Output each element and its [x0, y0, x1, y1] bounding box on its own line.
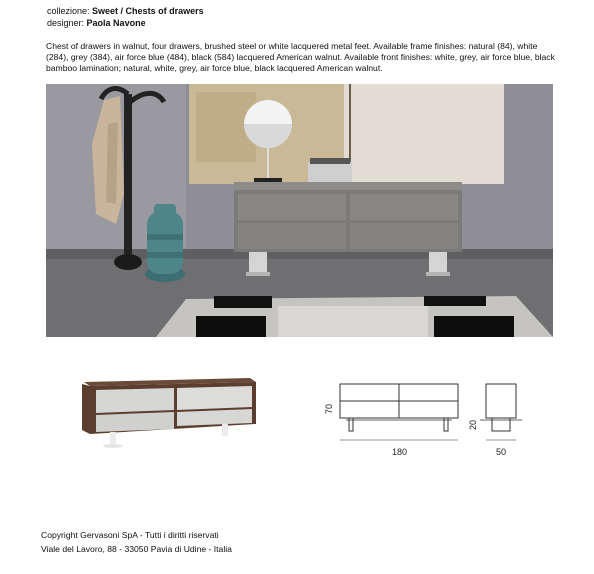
depth-dimension: 50: [496, 447, 507, 457]
product-render: [74, 370, 260, 450]
designer-label: designer:: [47, 18, 85, 28]
width-dimension: 180: [392, 447, 408, 457]
product-photo: [46, 84, 553, 337]
collection-label: collezione:: [47, 6, 90, 16]
collection-value: Sweet / Chests of drawers: [92, 6, 204, 16]
collection-line: [47, 6, 204, 17]
designer-value: Paola Navone: [86, 18, 146, 28]
product-description: Chest of drawers in walnut, four drawers, brushed steel or white lacquered metal feet. Available frame finishes: natural (84), white (284), grey (384), air force blue (484), black (584) lacquered American walnut. Available front finishes: white, grey, air force blue, black bamboo lamination; natural, white, grey, air force blue, black lacquered American walnut.: [46, 41, 555, 73]
foot-height-dimension: 20: [468, 419, 478, 430]
technical-drawing: [316, 374, 552, 464]
address-text: Viale del Lavoro, 88 - 33050 Pavia di Udine - Italia: [41, 544, 232, 554]
designer-line: [47, 18, 146, 29]
copyright-text: Copyright Gervasoni SpA - Tutti i diritti riservati: [41, 530, 219, 540]
height-dimension: 70: [324, 403, 334, 414]
